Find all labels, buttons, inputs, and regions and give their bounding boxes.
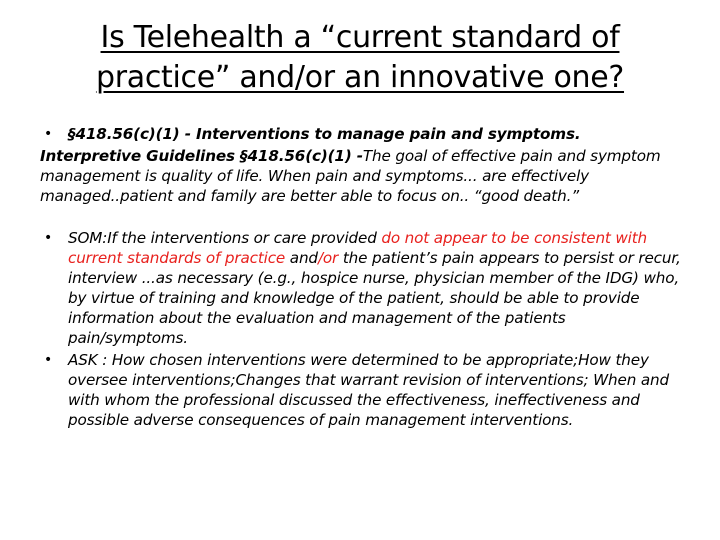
bullet-item-regulation [40,124,690,144]
interpretive-guidelines-paragraph [40,146,690,206]
som-text [68,228,690,348]
bullet-icon: • [44,352,53,368]
bullet-item-som [40,228,690,348]
bullet-item-ask [40,350,690,430]
interpretive-guidelines-label: Interpretive Guidelines §418.56(c)(1) - [40,147,363,165]
bullet-icon: • [44,230,53,246]
slide-title: Is Telehealth a “current standard of practice” and/or an innovative one? [95,20,625,95]
bullet-icon: • [44,126,53,142]
ask-text: ASK : How chosen interventions were determined to be appropriate;How they oversee interventions;Changes that warrant revision of interventions; When and with whom the professional discussed the effectiveness, ineffectiveness and possible adverse consequences of pain management interventions. [68,351,669,429]
som-text-part-b: and [285,249,318,267]
slide-body [40,124,690,430]
interpretive-guidelines-text: The goal of effective pain and symptom management is quality of life. When pain and symptoms... are effectively managed..patient and family are better able to focus on.. “good death.” [40,147,661,205]
som-emphasis-or: /or [317,249,339,267]
som-emphasis-standards: do not appear to be consistent with current standards of practice [68,229,648,267]
som-text-part-c: the patient’s pain appears to persist or recur, interview ...as necessary (e.g., hospice nurse, physician member of the IDG) who, by virtue of training and knowledge of the patient, should be able to provide information about the evaluation and management of the patients pain/symptoms. [68,249,681,347]
regulation-heading: §418.56(c)(1) - Interventions to manage pain and symptoms. [68,125,581,143]
som-text-part-a: SOM:If the interventions or care provided [68,229,382,247]
